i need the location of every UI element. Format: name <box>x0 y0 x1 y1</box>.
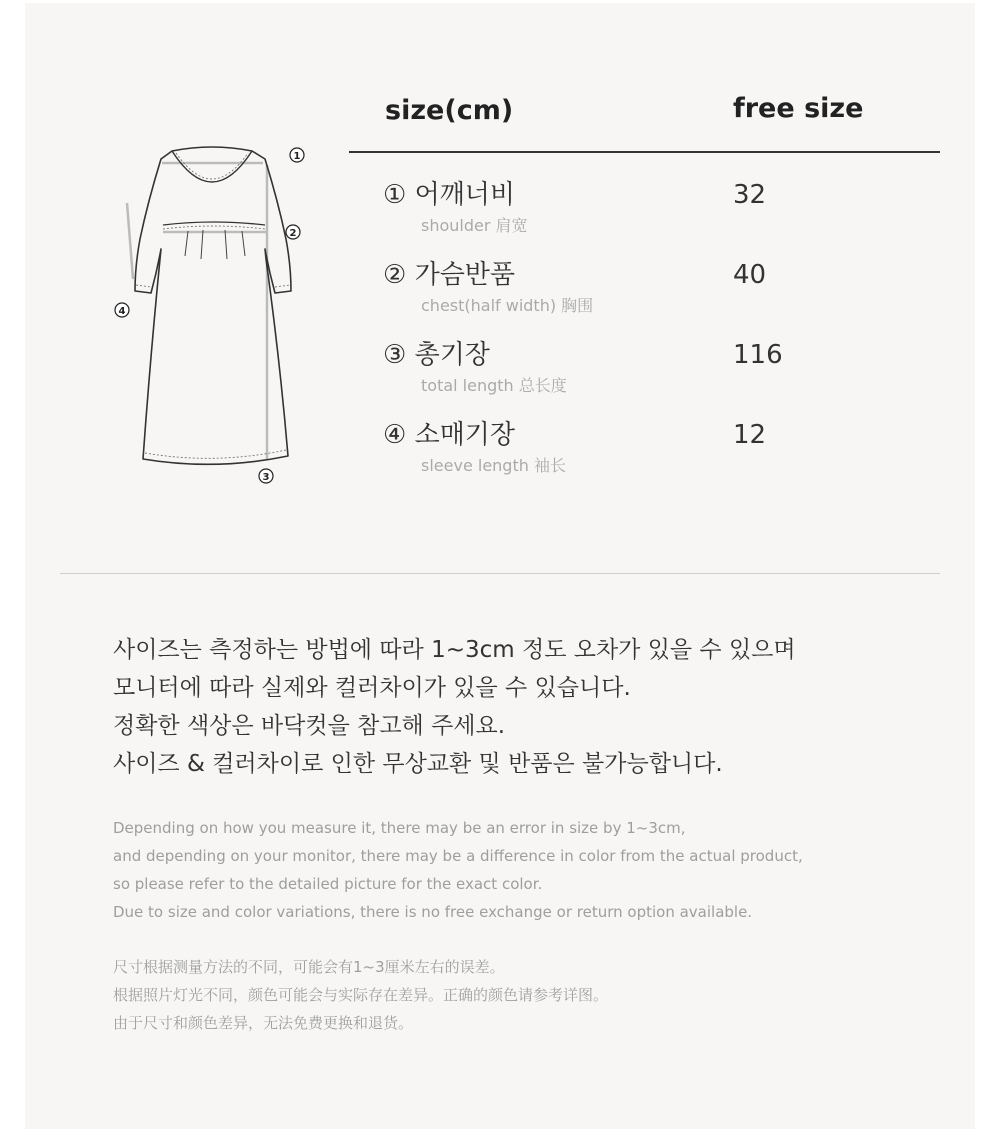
row-label: ③ 총기장 <box>383 340 490 370</box>
note-line: Due to size and color variations, there is no free exchange or return option available. <box>113 903 753 921</box>
free-size-column-header: free size <box>733 93 864 124</box>
sleeve-value: 12 <box>733 420 767 450</box>
notes-korean <box>113 631 796 783</box>
note-line: 사이즈 & 컬러차이로 인한 무상교환 및 반품은 불가능합니다. <box>113 751 723 777</box>
chest-value: 40 <box>733 260 767 290</box>
notes-english <box>113 814 803 926</box>
note-line: 정확한 색상은 바닥컷을 참고해 주세요. <box>113 713 506 739</box>
notes-chinese <box>113 953 608 1037</box>
svg-text:3: 3 <box>262 472 270 483</box>
row-sublabel: total length 总长度 <box>421 376 567 395</box>
note-line: 由于尺寸和颜色差异，无法免费更换和退货。 <box>113 1014 414 1032</box>
marker-3 <box>259 469 273 483</box>
marker-2 <box>286 225 300 239</box>
size-row-shoulder <box>383 180 528 236</box>
note-line: 모니터에 따라 실제와 컬러차이가 있을 수 있습니다. <box>113 675 631 701</box>
marker-4 <box>115 303 129 317</box>
dress-illustration <box>105 141 325 491</box>
note-line: and depending on your monitor, there may be a difference in color from the actual product, <box>113 847 803 865</box>
note-line: 根据照片灯光不同，颜色可能会与实际存在差异。正确的颜色请参考详图。 <box>113 986 609 1004</box>
size-row-sleeve <box>383 420 566 476</box>
row-sublabel: chest(half width) 胸围 <box>421 296 594 315</box>
marker-1 <box>290 148 304 162</box>
svg-text:4: 4 <box>118 306 126 317</box>
size-row-total-length <box>383 340 567 396</box>
total-length-value: 116 <box>733 340 783 370</box>
size-row-chest <box>383 260 593 316</box>
row-sublabel: sleeve length 袖长 <box>421 456 566 475</box>
note-line: Depending on how you measure it, there may be an error in size by 1~3cm, <box>113 819 686 837</box>
svg-text:1: 1 <box>293 151 301 162</box>
header-divider <box>349 151 940 153</box>
svg-text:2: 2 <box>289 228 297 239</box>
note-line: 尺寸根据测量方法的不同，可能会有1~3厘米左右的误差。 <box>113 958 505 976</box>
size-chart-panel <box>25 3 975 1129</box>
row-sublabel: shoulder 肩宽 <box>421 216 528 235</box>
row-label: ② 가슴반품 <box>383 260 516 290</box>
note-line: 사이즈는 측정하는 방법에 따라 1~3cm 정도 오차가 있을 수 있으며 <box>113 637 796 663</box>
row-label: ① 어깨너비 <box>383 180 516 210</box>
size-column-header: size(cm) <box>385 95 514 126</box>
note-line: so please refer to the detailed picture for the exact color. <box>113 875 543 893</box>
shoulder-value: 32 <box>733 180 767 210</box>
section-divider <box>60 573 940 574</box>
row-label: ④ 소매기장 <box>383 420 516 450</box>
